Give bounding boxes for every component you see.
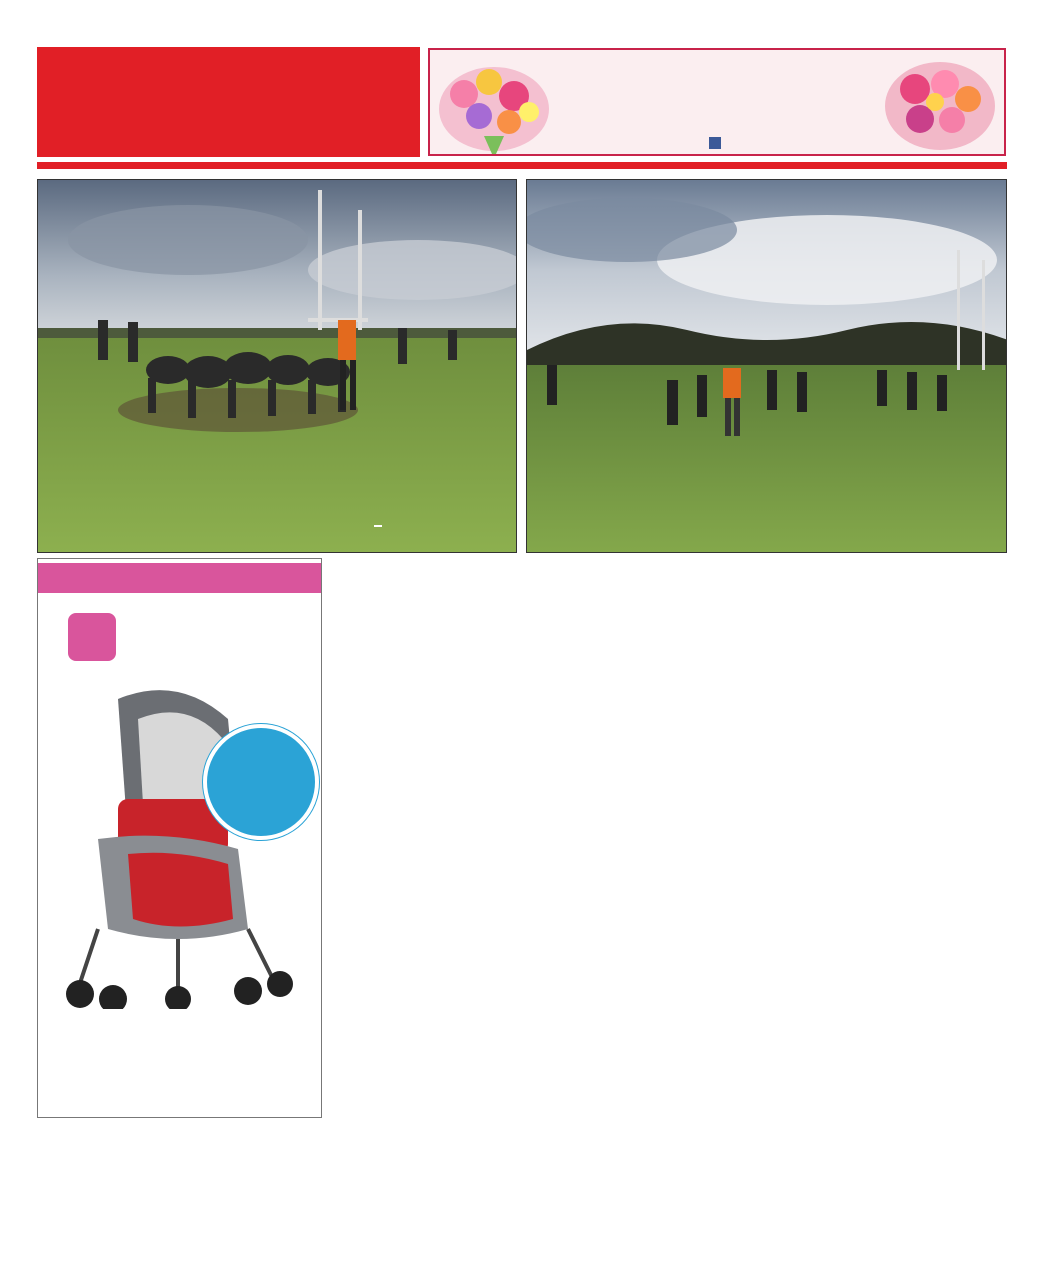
- sport-masthead: [37, 47, 420, 157]
- travel-buggy-ad[interactable]: [37, 558, 322, 1118]
- mothers-day-ad[interactable]: [428, 48, 1006, 156]
- travel-buggy-logo: [68, 613, 116, 661]
- ad-address-line: [430, 137, 1004, 151]
- open-play-photo: [526, 179, 1007, 553]
- header-rule: [37, 162, 1007, 169]
- scrum-photo: [37, 179, 517, 553]
- facebook-icon[interactable]: [709, 137, 721, 149]
- scrum-photo-image: [38, 180, 517, 553]
- ad-banner: [38, 563, 321, 593]
- photo-caption: [374, 525, 382, 527]
- price-badge: [203, 724, 319, 840]
- open-play-photo-image: [527, 180, 1007, 553]
